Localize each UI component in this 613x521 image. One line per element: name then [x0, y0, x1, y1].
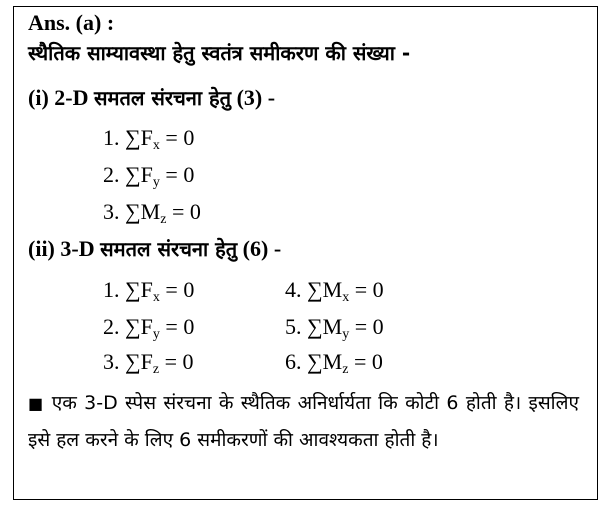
section2-title-suffix: (6) -: [242, 236, 282, 261]
section2-title: [28, 236, 281, 262]
equation-rhs: = 0: [159, 314, 195, 339]
equation-symbol: ∑F: [125, 349, 153, 374]
section2-title-prefix: (ii) 3-D: [28, 236, 95, 261]
equation-subscript: y: [152, 175, 160, 190]
equation-rhs: = 0: [166, 199, 201, 224]
heading: स्थैतिक साम्यावस्था हेतु स्वतंत्र समीकरण की संख्या -: [28, 41, 411, 65]
bullet-square-icon: ■: [28, 394, 45, 413]
equation-symbol: ∑F: [125, 162, 153, 187]
section2-equation-1: [103, 277, 194, 303]
section2-equation-5: [285, 314, 384, 340]
equation-rhs: = 0: [348, 349, 383, 374]
equation-subscript: x: [152, 290, 160, 305]
section1-title-hindi: समतल संरचना हेतु: [93, 86, 232, 110]
equation-symbol: ∑M: [307, 349, 343, 374]
note-paragraph: [28, 385, 579, 459]
equation-symbol: ∑F: [125, 277, 153, 302]
equation-symbol: ∑M: [307, 314, 343, 339]
equation-rhs: = 0: [159, 162, 195, 187]
equation-subscript: y: [152, 327, 160, 342]
equation-number: 1.: [103, 125, 120, 150]
note-text: एक 3-D स्पेस संरचना के स्थैतिक अनिर्धार्यता कि कोटी 6 होती है। इसलिए इसे हल करने के लिए 6 समीकरणों की आवश्यकता होती है।: [28, 392, 579, 451]
equation-symbol: ∑M: [307, 277, 343, 302]
section2-equation-2: [103, 314, 194, 340]
section2-equation-6: [285, 349, 383, 375]
equation-number: 2.: [103, 314, 120, 339]
equation-rhs: = 0: [159, 125, 195, 150]
equation-symbol: ∑F: [125, 125, 153, 150]
equation-rhs: = 0: [159, 277, 195, 302]
equation-subscript: x: [342, 290, 350, 305]
equation-subscript: x: [152, 138, 160, 153]
section2-title-hindi: समतल संरचना हेतु: [100, 237, 238, 261]
equation-number: 3.: [103, 199, 120, 224]
equation-number: 5.: [285, 314, 302, 339]
section1-equation-3: [103, 199, 201, 225]
section1-title-prefix: (i) 2-D: [28, 85, 89, 110]
equation-rhs: = 0: [349, 277, 384, 302]
equation-number: 4.: [285, 277, 302, 302]
equation-rhs: = 0: [349, 314, 384, 339]
section2-equation-4: [285, 277, 384, 303]
section1-equation-1: [103, 125, 194, 151]
equation-number: 6.: [285, 349, 302, 374]
equation-subscript: z: [152, 362, 160, 377]
section1-title: [28, 85, 275, 111]
section1-title-suffix: (3) -: [236, 85, 276, 110]
answer-label: Ans. (a) :: [28, 10, 115, 35]
equation-subscript: y: [342, 327, 350, 342]
section2-equation-3: [103, 349, 194, 375]
equation-number: 2.: [103, 162, 120, 187]
equation-number: 1.: [103, 277, 120, 302]
section1-equation-2: [103, 162, 194, 188]
equation-subscript: z: [342, 362, 349, 377]
equation-symbol: ∑M: [125, 199, 161, 224]
equation-rhs: = 0: [159, 349, 194, 374]
equation-number: 3.: [103, 349, 120, 374]
equation-symbol: ∑F: [125, 314, 153, 339]
equation-subscript: z: [160, 212, 167, 227]
